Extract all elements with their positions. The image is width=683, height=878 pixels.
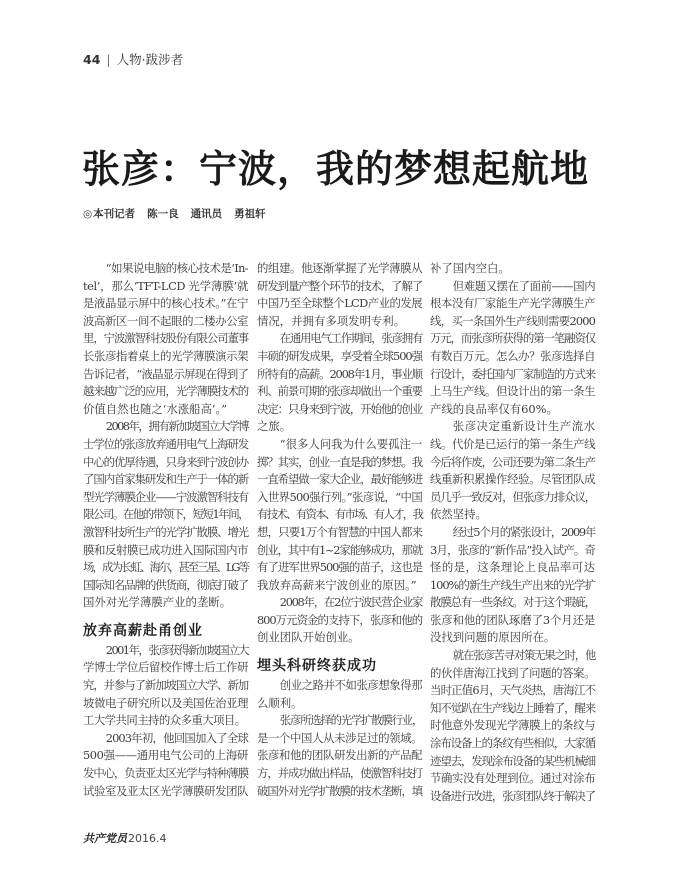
paragraph [257, 712, 422, 800]
byline-role: 通讯员 [190, 208, 223, 220]
text-line: 员几乎一致反对，但张彦力排众议， [430, 489, 595, 504]
text-line: 发中心，负责亚太区光学与特种薄膜 [83, 766, 248, 781]
text-line: 时他意外发现光学薄膜上的条纹与 [430, 718, 595, 733]
text-line: 究，并参与了新加坡国立大学、新加 [83, 678, 248, 693]
text-column-2 [257, 260, 422, 800]
text-line: 研发到量产整个环节的技术，了解了 [257, 278, 422, 293]
text-line: 利、前景可期的张彦却做出一个重要 [257, 384, 422, 399]
magazine-logo: 共产党员 [83, 832, 127, 845]
paragraph [430, 647, 595, 805]
text-line: 补了国内空白。 [430, 261, 510, 275]
text-line: 坡微电子研究所以及美国佐治亚理 [83, 695, 248, 710]
byline-role: 本刊记者 [93, 208, 136, 220]
text-line: 涂布设备上的条纹有些相似，大家循 [430, 736, 595, 751]
section-heading: 放弃高薪赴甬创业 [83, 622, 203, 639]
text-line: 试验室及亚太区光学薄膜研发团队 [83, 783, 248, 798]
text-line: 一直希望做一家大企业，最好能够进 [257, 472, 422, 487]
page-number: 44 [83, 52, 101, 67]
text-line: 之旅。 [257, 419, 292, 434]
separator: | [106, 52, 111, 67]
text-line: 方，并成功做出样品，使激智科技打 [257, 766, 422, 781]
byline-author: 陈一良 [147, 208, 179, 220]
text-line: 张彦和他的团队研发出新的产品配 [257, 748, 422, 763]
paragraph [430, 278, 595, 419]
text-line: 告诉记者，“液晶显示屏现在得到了 [83, 366, 248, 381]
text-line: 100%的新生产线生产出来的光学扩 [430, 577, 595, 592]
issue-number: 2016.4 [128, 832, 167, 845]
paragraph [257, 260, 422, 330]
text-line: 创业，其中有1~2家能够成功，那就 [257, 542, 422, 557]
text-line: 今后将作废，公司还要为第二条生产 [430, 454, 595, 469]
text-line: 没找到问题的原因所在。 [430, 630, 556, 645]
text-line: “如果说电脑的核心技术是‘In- [105, 261, 248, 275]
paragraph [257, 436, 422, 594]
article-title: 张彦：宁波，我的梦想起航地 [82, 146, 590, 191]
text-line: 丰硕的研发成果，享受着全球500强 [257, 348, 422, 363]
text-line: 但难题又摆在了面前——国内 [452, 278, 595, 293]
text-line: 中心的优厚待遇，只身来到宁波创办 [83, 454, 248, 469]
text-line: 士学位的张彦放弃通用电气上海研发 [83, 436, 248, 451]
footer [83, 830, 167, 846]
text-line: 越来越广泛的应用，光学薄膜技术的 [83, 384, 248, 399]
text-line: 产线的良品率仅有60%。 [430, 401, 558, 416]
text-line: 2008年，在2位宁波民营企业家 [279, 595, 422, 610]
text-line: 我放弃高薪来宁波创业的原因。” [257, 577, 417, 592]
text-line: 怪的是，这条理论上良品率可达 [430, 560, 595, 575]
text-line: 工大学共同主持的众多重大项目。 [83, 713, 246, 728]
text-line: 学博士学位后留校作博士后工作研 [83, 660, 248, 675]
byline [83, 206, 278, 221]
text-line: 情况，并拥有多项发明专利。 [257, 313, 406, 328]
text-column-3 [430, 260, 595, 805]
text-line: 散膜总有一些条纹。对于这个瑕疵， [430, 595, 595, 610]
paragraph [257, 677, 422, 712]
text-line: 是液晶显示屏中的核心技术。”在宁 [83, 296, 248, 311]
text-line: 行设计，委托国内厂家制造的方式来 [430, 366, 595, 381]
text-line: 所特有的高薪。2008年1月，事业顺 [257, 366, 422, 381]
text-line: 中国乃至全球整个LCD产业的发展 [257, 296, 422, 311]
text-line: 的伙伴唐海江找到了问题的答案。 [430, 665, 595, 680]
text-line: 国际知名品牌的供货商，彻底打破了 [83, 577, 248, 592]
text-line: 3月，张彦的“新作品”投入试产。奇 [430, 542, 595, 557]
text-line: 型光学薄膜企业——宁波激智科技有 [83, 489, 248, 504]
text-line: 创业之路并不如张彦想象得那 [279, 678, 422, 693]
text-line: 知不觉趴在生产线边上睡着了，醒来 [430, 700, 595, 715]
text-line: 依然坚持。 [430, 507, 487, 522]
paragraph [430, 418, 595, 524]
text-line: 创业团队开始创业。 [257, 630, 360, 645]
text-line: 张彦所选择的光学扩散膜行业， [279, 713, 422, 728]
text-line: 节确实没有处理到位。通过对涂布 [430, 771, 595, 786]
paragraph [83, 418, 248, 612]
text-line: 长张彦指着桌上的光学薄膜演示架 [83, 348, 248, 363]
text-line: 激智科技所生产的光学扩散膜、增光 [83, 524, 248, 539]
paragraph [430, 524, 595, 647]
text-line: 线。代价是已运行的第一条生产线 [430, 436, 595, 451]
paragraph [430, 260, 595, 278]
text-line: 线重新积累操作经验。尽管团队成 [430, 472, 595, 487]
text-line: 在通用电气工作期间，张彦拥有 [279, 331, 422, 346]
text-line: 场，成为长虹、海尔，甚至三星、LG等 [83, 560, 248, 575]
section-heading: 埋头科研终获成功 [257, 658, 377, 675]
text-line: 价值自然也随之‘水涨船高’。” [83, 401, 228, 416]
text-line: 限公司。在他的带领下，短短1年间， [83, 507, 248, 522]
text-line: 经过5个月的紧张设计，2009年 [452, 524, 595, 539]
text-line: 掷？其实，创业一直是我的梦想。我 [257, 454, 422, 469]
paragraph [257, 594, 422, 647]
text-line: 根本没有厂家能生产光学薄膜生产 [430, 296, 595, 311]
text-line: tel’，那么‘TFT-LCD 光学薄膜’就 [83, 278, 248, 293]
text-line: 里，宁波激智科技股份有限公司董事 [83, 331, 248, 346]
text-line: 万元，而张彦所获得的第一笔融资仅 [430, 331, 595, 346]
text-line: 有技术、有资本、有市场、有人才，我 [257, 507, 422, 522]
text-line: 就在张彦苦寻对策无果之时，他 [452, 648, 595, 663]
text-line: 想，只要1万个有智慧的中国人都来 [257, 524, 422, 539]
text-line: 上马生产线。但设计出的第一条生 [430, 384, 595, 399]
text-line: 500强——通用电气公司的上海研 [83, 748, 248, 763]
text-line: 线，买一条国外生产线则需要2000 [430, 313, 595, 328]
text-line: 张彦和他的团队琢磨了3个月还是 [430, 612, 595, 627]
text-line: 是一个中国人从未涉足过的领域。 [257, 730, 422, 745]
paragraph [83, 642, 248, 730]
section-name: 人物·跋涉者 [116, 52, 184, 67]
byline-mark-icon: ◎ [83, 208, 93, 220]
text-line: “很多人问我为什么要孤注一 [279, 436, 423, 451]
paragraph [257, 330, 422, 436]
text-line: 决定：只身来到宁波，开始他的创业 [257, 401, 422, 416]
text-line: 2008年，拥有新加坡国立大学博 [105, 419, 248, 434]
text-line: 的组建。他逐渐掌握了光学薄膜从 [257, 261, 422, 275]
text-column-1 [83, 260, 248, 800]
text-line: 膜和反射膜已成功进入国际国内市 [83, 542, 248, 557]
text-line: 当时正值6月，天气炎热，唐海江不 [430, 683, 595, 698]
text-line: 入世界500强行列。”张彦说，“中国 [257, 489, 422, 504]
text-line: 2001年，张彦获得新加坡国立大 [105, 642, 248, 657]
paragraph [83, 260, 248, 418]
running-head [83, 50, 183, 68]
text-line: 破国外对光学扩散膜的技术垄断，填 [257, 783, 422, 798]
text-line: 有了进军世界500强的苗子，这也是 [257, 560, 422, 575]
text-line: 了国内首家集研发和生产于一体的新 [83, 472, 248, 487]
text-line: 么顺利。 [257, 695, 303, 710]
text-line: 国外对光学薄膜产业的垄断。 [83, 595, 232, 610]
text-line: 有数百万元。怎么办？张彦选择自 [430, 348, 595, 363]
text-line: 2003年初，他回国加入了全球 [105, 730, 248, 745]
text-line: 迹望去，发现涂布设备的某些机械细 [430, 753, 595, 768]
byline-author: 勇祖轩 [234, 208, 266, 220]
paragraph [83, 730, 248, 800]
text-line: 波高新区一间不起眼的二楼办公室 [83, 313, 248, 328]
text-line: 800万元资金的支持下，张彦和他的 [257, 612, 422, 627]
text-line: 设备进行改进，张彦团队终于解决了 [430, 788, 595, 803]
text-line: 张彦决定重新设计生产流水 [452, 419, 595, 434]
